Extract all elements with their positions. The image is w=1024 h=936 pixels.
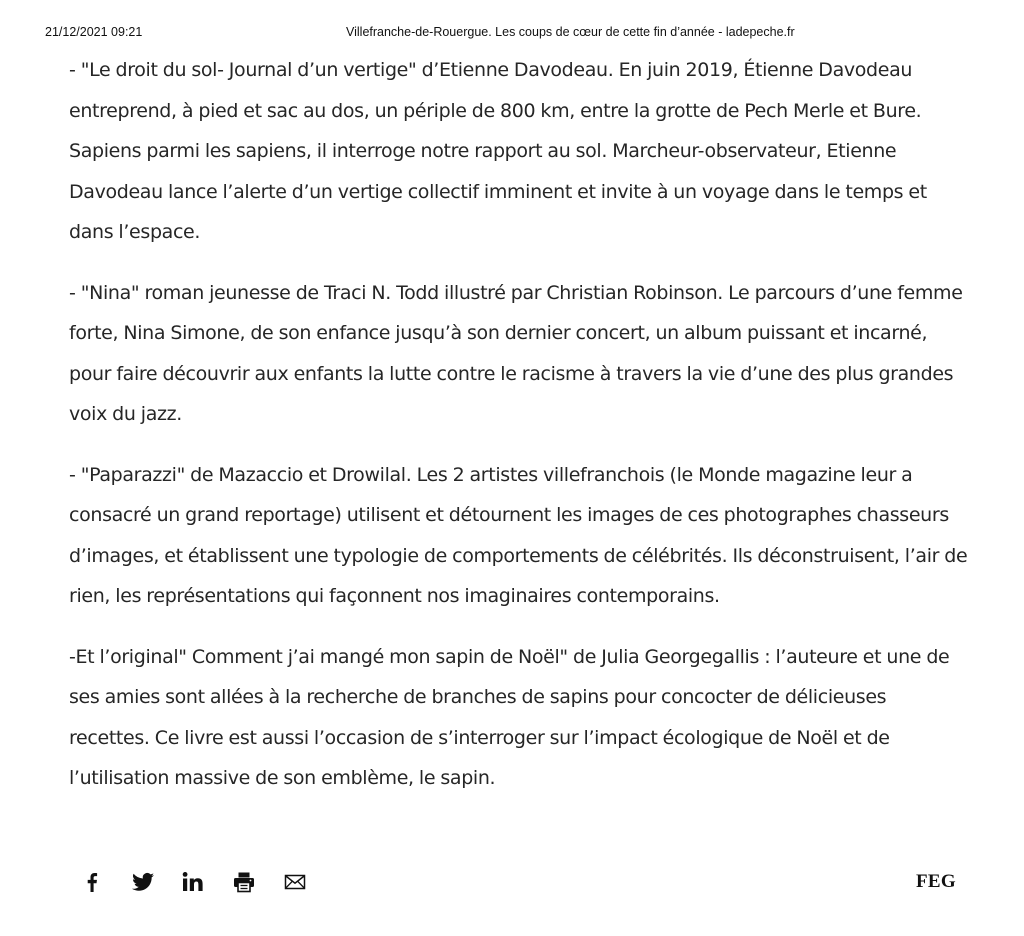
print-page-title: Villefranche-de-Rouergue. Les coups de cœur de cette fin d’année - ladepeche.fr [346,25,795,39]
twitter-icon[interactable] [131,870,155,894]
print-header [0,25,1024,41]
article-paragraph: -Et l’original" Comment j’ai mangé mon sapin de Noël" de Julia Georgegallis : l’auteure et une de ses amies sont allées à la recherche de branches de sapins pour concocter de délicieuses recettes. Ce livre est aussi l’occasion de s’interroger sur l’impact écologique de Noël et de l’utilisation massive de son emblème, le sapin. [69,645,950,789]
mail-icon[interactable] [283,870,307,894]
article-paragraph: - "Le droit du sol- Journal d’un vertige" d’Etienne Davodeau. En juin 2019, Étienne Davodeau entreprend, à pied et sac au dos, un périple de 800 km, entre la grotte de Pech Merle et Bure. Sapiens parmi les sapiens, il interroge notre rapport au sol. Marcheur-observateur, Etienne Davodeau lance l’alerte d’un vertige collectif imminent et invite à un voyage dans le temps et dans l’espace. [69,59,927,243]
article-paragraph: - "Nina" roman jeunesse de Traci N. Todd illustré par Christian Robinson. Le parcours d’une femme forte, Nina Simone, de son enfance jusqu’à son dernier concert, un album puissant et incarné, pour faire découvrir aux enfants la lutte contre le racisme à travers la vie d’une des plus grandes voix du jazz. [69,281,963,425]
share-bar [0,866,1024,898]
author-signature: FEG [916,871,956,892]
facebook-icon[interactable] [80,870,104,894]
article-paragraph: - "Paparazzi" de Mazaccio et Drowilal. Les 2 artistes villefranchois (le Monde magazine leur a consacré un grand reportage) utilisent et détournent les images de ces photographes chasseurs d’images, et établissent une typologie de comportements de célébrités. Ils déconstruisent, l’air de rien, les représentations qui façonnent nos imaginaires contemporains. [69,463,968,607]
print-date: 21/12/2021 09:21 [45,25,143,39]
print-icon[interactable] [232,870,256,894]
article-body [69,50,969,819]
linkedin-icon[interactable] [181,870,205,894]
